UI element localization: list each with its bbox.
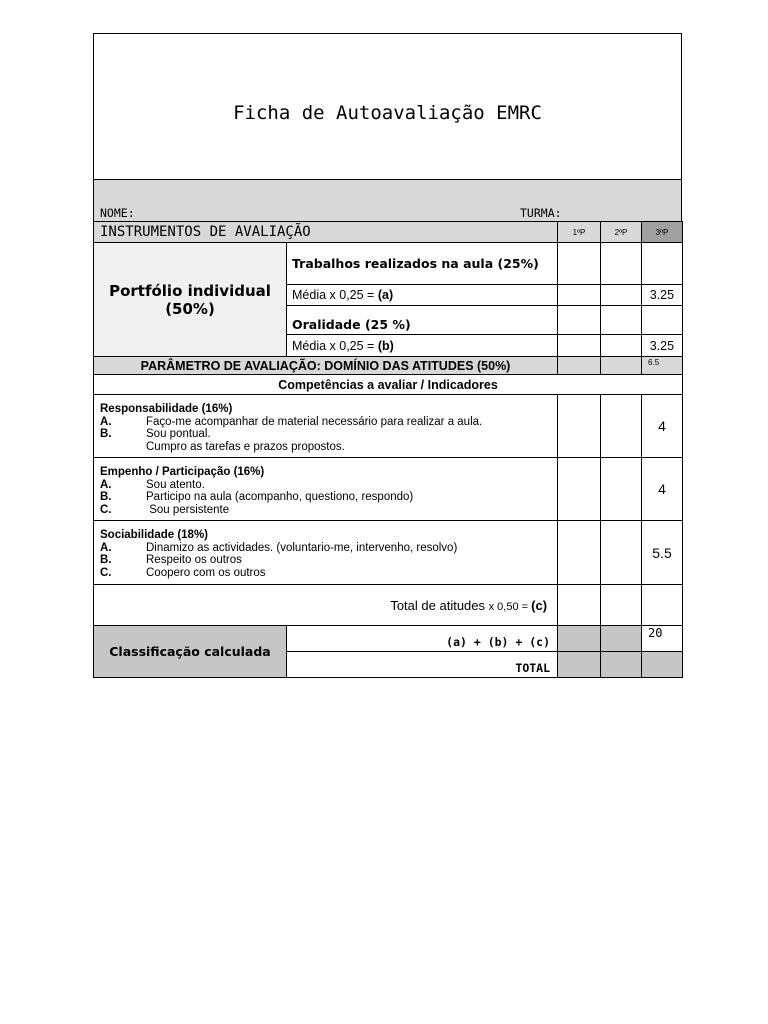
portfolio-label <box>94 243 287 357</box>
total-atitudes-row <box>94 585 683 626</box>
item-text: Coopero com os outros <box>146 567 266 580</box>
parametro-row <box>94 357 683 375</box>
instrumentos-header-row <box>94 222 683 243</box>
item-letter: B. <box>100 428 112 441</box>
portfolio-label-line2: (50%) <box>165 299 215 318</box>
item-letter: A. <box>100 415 112 428</box>
item-text: Sou atento. <box>146 478 205 491</box>
total-atitudes-3p[interactable] <box>642 585 683 626</box>
trabalhos-row <box>94 243 683 285</box>
total-2p[interactable] <box>601 652 642 678</box>
total-3p[interactable] <box>642 652 683 678</box>
criterion-responsabilidade <box>94 395 558 458</box>
item-text: Sou pontual. <box>146 428 211 441</box>
total-label: TOTAL <box>287 652 558 678</box>
media-b-2p[interactable] <box>601 335 642 357</box>
period-1-header: 1ºP <box>558 222 601 243</box>
item-letter <box>100 441 146 454</box>
page-title: Ficha de Autoavaliação EMRC <box>233 102 542 124</box>
classificacao-2p[interactable] <box>601 626 642 652</box>
competencias-label: Competências a avaliar / Indicadores <box>94 375 683 395</box>
media-b-label <box>287 335 558 357</box>
total-atitudes-suffix: (c) <box>531 597 548 613</box>
parametro-label: PARÂMETRO DE AVALIAÇÃO: DOMÍNIO DAS ATITUDES (50%) <box>94 357 558 375</box>
total-atitudes-prefix: Total de atitudes <box>390 597 489 613</box>
sociabilidade-3p[interactable]: 5.5 <box>642 521 683 585</box>
turma-label: TURMA: <box>520 206 562 220</box>
name-row <box>93 179 682 221</box>
parametro-3p[interactable]: 6.5 <box>642 357 683 375</box>
title-box <box>93 33 682 180</box>
item-letter: B. <box>100 554 112 567</box>
formula-label: (a) + (b) + (c) <box>287 626 558 652</box>
criterion-row <box>94 458 683 521</box>
classificacao-row <box>94 626 683 652</box>
classificacao-3p[interactable]: 20 <box>642 626 683 652</box>
item-text: Cumpro as tarefas e prazos propostos. <box>146 441 345 454</box>
item-letter: A. <box>100 478 112 491</box>
item-text: Dinamizo as actividades. (voluntario-me, intervenho, resolvo) <box>146 541 458 554</box>
item-letter: C. <box>100 567 112 580</box>
responsabilidade-3p[interactable]: 4 <box>642 395 683 458</box>
criterion-title: Empenho / Participação (16%) <box>100 466 265 478</box>
media-b-prefix: Média x 0,25 = <box>292 338 378 353</box>
total-atitudes-middle: x 0,50 = <box>488 600 532 613</box>
portfolio-label-line1: Portfólio individual <box>109 281 271 300</box>
trabalhos-1p[interactable] <box>558 243 601 285</box>
criterion-row <box>94 521 683 585</box>
trabalhos-label: Trabalhos realizados na aula (25%) <box>287 243 558 285</box>
classificacao-1p[interactable] <box>558 626 601 652</box>
criterion-row <box>94 395 683 458</box>
responsabilidade-2p[interactable] <box>601 395 642 458</box>
evaluation-table <box>93 221 683 678</box>
competencias-row <box>94 375 683 395</box>
empenho-3p[interactable]: 4 <box>642 458 683 521</box>
item-text: Respeito os outros <box>146 554 242 567</box>
media-a-1p[interactable] <box>558 285 601 306</box>
parametro-2p[interactable] <box>601 357 642 375</box>
oralidade-label: Oralidade (25 %) <box>287 306 558 335</box>
item-letter: A. <box>100 541 112 554</box>
media-b-3p[interactable]: 3.25 <box>642 335 683 357</box>
oralidade-2p[interactable] <box>601 306 642 335</box>
period-3-header: 3ºP <box>642 222 683 243</box>
media-b-suffix: (b) <box>377 338 394 353</box>
total-atitudes-1p[interactable] <box>558 585 601 626</box>
item-text: Sou persistente <box>146 504 230 517</box>
trabalhos-2p[interactable] <box>601 243 642 285</box>
item-text: Participo na aula (acompanho, questiono, respondo) <box>146 491 414 504</box>
item-text: Faço-me acompanhar de material necessário para realizar a aula. <box>146 415 483 428</box>
sociabilidade-1p[interactable] <box>558 521 601 585</box>
sociabilidade-2p[interactable] <box>601 521 642 585</box>
criterion-sociabilidade <box>94 521 558 585</box>
oralidade-3p[interactable] <box>642 306 683 335</box>
classificacao-label: Classificação calculada <box>94 626 287 678</box>
item-letter: C. <box>100 504 112 517</box>
media-a-3p[interactable]: 3.25 <box>642 285 683 306</box>
period-2-header: 2ºP <box>601 222 642 243</box>
responsabilidade-1p[interactable] <box>558 395 601 458</box>
total-1p[interactable] <box>558 652 601 678</box>
criterion-title: Sociabilidade (18%) <box>100 529 209 541</box>
nome-label: NOME: <box>100 206 135 220</box>
empenho-2p[interactable] <box>601 458 642 521</box>
media-a-2p[interactable] <box>601 285 642 306</box>
criterion-empenho <box>94 458 558 521</box>
total-atitudes-2p[interactable] <box>601 585 642 626</box>
media-a-suffix: (a) <box>377 288 394 302</box>
oralidade-1p[interactable] <box>558 306 601 335</box>
parametro-1p[interactable] <box>558 357 601 375</box>
instrumentos-label: INSTRUMENTOS DE AVALIAÇÃO <box>94 222 558 243</box>
media-a-label <box>287 285 558 306</box>
total-atitudes-label <box>94 585 558 626</box>
media-a-prefix: Média x 0,25 = <box>292 288 378 302</box>
empenho-1p[interactable] <box>558 458 601 521</box>
trabalhos-3p[interactable] <box>642 243 683 285</box>
item-letter: B. <box>100 491 112 504</box>
media-b-1p[interactable] <box>558 335 601 357</box>
criterion-title: Responsabilidade (16%) <box>100 403 233 415</box>
